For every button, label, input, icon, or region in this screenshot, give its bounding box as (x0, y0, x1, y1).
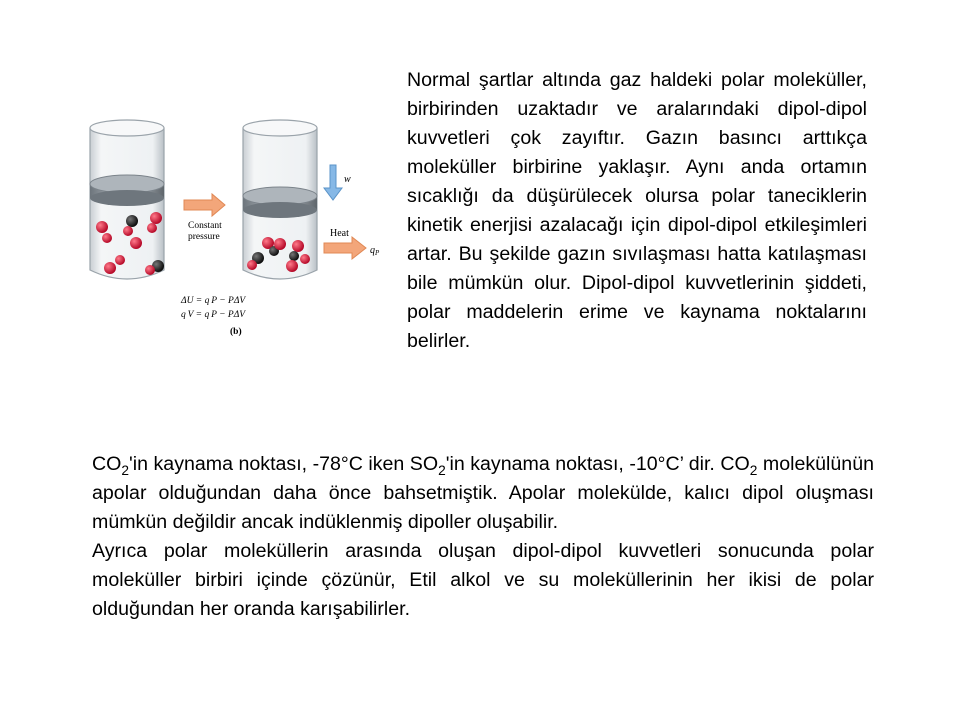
heat-label: Heat (330, 228, 349, 239)
gas-compression-figure (80, 110, 390, 350)
heat-arrow (324, 228, 380, 259)
beaker-right (243, 120, 317, 279)
equation-delta-u: ΔU = q P − PΔV (181, 296, 246, 306)
arrow-constant-pressure (184, 194, 225, 242)
beaker-left (90, 120, 164, 279)
w-label: w (344, 174, 351, 185)
piston-right (243, 187, 317, 218)
bottom-text-block (92, 450, 874, 624)
panel-label: (b) (230, 327, 242, 337)
constant-label: Constant (188, 221, 222, 231)
equation-qv: q V = q P − PΔV (181, 310, 246, 320)
right-paragraph-text: Normal şartlar altında gaz haldeki polar moleküller, birbirinden uzaktadır ve aralarındaki dipol-dipol kuvvetleri çok zayıftır. Gazın basıncı arttıkça moleküller birbirine yaklaşır. Aynı anda ortamın sıcaklığı da düşürülecek olursa polar taneciklerin kinetik enerjisi azalacağı için dipol-dipol etkileşimleri artar. Bu şekilde gazın sıvılaşması hatta katılaşması bile mümkün olur. Dipol-dipol kuvvetlerinin şiddeti, polar maddelerin erime ve kaynama noktalarını belirler. (407, 69, 867, 352)
polar-gas-paragraph (407, 66, 867, 356)
pressure-label: pressure (188, 232, 220, 242)
qp-label: $q_P$ (370, 245, 380, 257)
boiling-point-paragraph: $CO_2'in$ kaynama noktası, -78°C iken $SO_2'in$ kaynama noktası, -10°C’ dir. $CO_2$ molekülünün apolar olduğundan daha önce bahsetmiştik. Apolar molekülde, kalıcı dipol oluşması mümkün değildir ancak indüklenmiş dipoller oluşabilir. (92, 453, 874, 533)
piston-left (90, 175, 164, 206)
solubility-paragraph: Ayrıca polar moleküllerin arasında oluşan dipol-dipol kuvvetleri sonucunda polar moleküller birbiri içinde çözünür, Etil alkol ve su moleküllerinin her ikisi de polar olduğundan her oranda karışabilirler. (92, 540, 874, 620)
work-arrow (324, 165, 351, 200)
beakers-illustration (80, 110, 390, 350)
